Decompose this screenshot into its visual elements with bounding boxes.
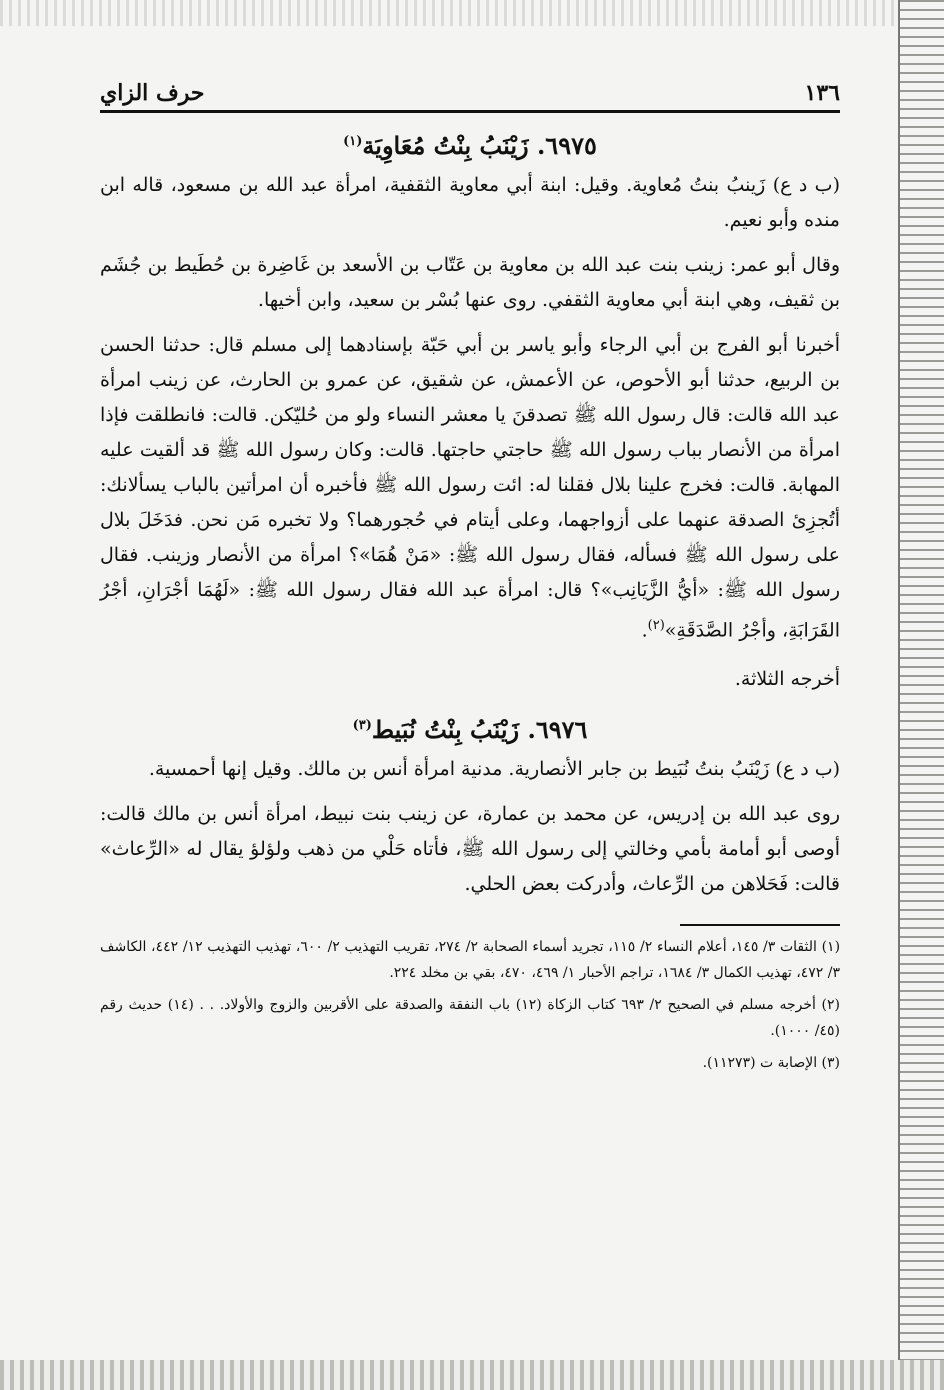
entry-6975-paragraph-4: أخرجه الثلاثة.: [734, 668, 840, 691]
footnote-3: (٣) الإصابة ت (١١٢٧٣).: [702, 1055, 840, 1072]
running-head: [100, 70, 840, 113]
footnotes: [100, 934, 840, 1076]
book-page: [100, 70, 840, 1340]
page-border-bottom: [0, 1360, 944, 1390]
entry-6976-paragraph-2: روى عبد الله بن إدريس، عن محمد بن عمارة، عن زينب بنت نبيط، امرأة أنس بن مالك قالت: أوصى أبو أمامة بأمي وخالتي إلى رسول الله ﷺ، فأتاه حَلْي من ذهب ولؤلؤ يقال له «الرِّعاث» قالت: فَحَلاهن من الرِّعاث، وأدركت بعض الحلي.: [100, 803, 840, 896]
section-title: حرف الزاي: [100, 80, 205, 106]
footnote-ref-1: (١): [343, 134, 363, 149]
footnote-separator: [680, 924, 840, 926]
footnote-ref-3: (٣): [352, 718, 372, 734]
page-border-top: [0, 0, 944, 26]
hadith-text: أخبرنا أبو الفرج بن أبي الرجاء وأبو ياسر بن أبي حَبّة بإسنادهما إلى مسلم قال: حدثنا الحسن بن الربيع، حدثنا أبو الأحوص، عن الأعمش، عن شقيق، عن عمرو بن الحارث، عن زينب امرأة عبد الله قالت: قال رسول الله ﷺ تصدقنَ يا معشر النساء ولو من حُليّكن. قالت: فانطلقت فإذا امرأة من الأنصار بباب رسول الله ﷺ حاجتي حاجتها. قالت: وكان رسول الله ﷺ قد ألقيت عليه المهابة. قالت: فخرج علينا بلال فقلنا له: ائت رسول الله ﷺ فأخبره أن امرأتين بالباب يسألانك: أتُجزِئ الصدقة عنهما على أزواجهما، وعلى أيتام في حُجورهما؟ ولا تخبره مَن نحن. فدَخَلَ بلال على رسول الله ﷺ فسأله، فقال رسول الله ﷺ: «مَنْ هُمَا»؟ امرأة من الأنصار وزينب. فقال رسول الله ﷺ: «أيُّ الزَّيَانِب»؟ قال: امرأة عبد الله فقال رسول الله ﷺ: «لَهُمَا أجْرَانِ، أجْرُ القَرَابَةِ، وأجْرُ الصَّدَقَةِ»: [100, 334, 840, 642]
page-number: ١٣٦: [804, 80, 840, 106]
entry-6975-paragraph-3: أخبرنا أبو الفرج بن أبي الرجاء وأبو ياسر بن أبي حَبّة بإسنادهما إلى مسلم قال: حدثنا الحسن بن الربيع، حدثنا أبو الأحوص، عن الأعمش، عن شقيق، عن عمرو بن الحارث، عن زينب امرأة عبد الله قالت: قال رسول الله ﷺ تصدقنَ يا معشر النساء ولو من حُليّكن. قالت: فانطلقت فإذا امرأة من الأنصار بباب رسول الله ﷺ حاجتي حاجتها. قالت: وكان رسول الله ﷺ قد ألقيت عليه المهابة. قالت: فخرج علينا بلال فقلنا له: ائت رسول الله ﷺ فأخبره أن امرأتين بالباب يسألانك: أتُجزِئ الصدقة عنهما على أزواجهما، وعلى أيتام في حُجورهما؟ ولا تخبره مَن نحن. فدَخَلَ بلال على رسول الله ﷺ فسأله، فقال رسول الله ﷺ: «مَنْ هُمَا»؟ امرأة من الأنصار وزينب. فقال رسول الله ﷺ: «أيُّ الزَّيَانِب»؟ قال: امرأة عبد الله فقال رسول الله ﷺ: «لَهُمَا أجْرَانِ، أجْرُ القَرَابَةِ، وأجْرُ الصَّدَقَةِ»$^{(٢)}$.: [100, 334, 840, 642]
entry-title-6975: [100, 131, 840, 160]
entry-title-text: ٦٩٧٥. زَيْنَبُ بِنْتُ مُعَاوِيَة: [362, 131, 597, 160]
entry-6975-paragraph-2: وقال أبو عمر: زينب بنت عبد الله بن معاوية بن عَتّاب بن الأسعد بن غَاضِرة بن حُطَيط بن جُشَم بن ثقيف، وهي ابنة أبي معاوية الثقفي. روى عنها بُسْر بن سعيد، وابن أخيها.: [100, 254, 840, 311]
entry-title-text: ٦٩٧٦. زَيْنَبُ بِنْتُ نُبَيط: [371, 715, 588, 745]
footnote-ref-2: (٢): [647, 618, 665, 633]
entry-6975-paragraph-1: (ب د ع) زَينبُ بنتُ مُعاوية. وقيل: ابنة أبي معاوية الثقفية، امرأة عبد الله بن مسعود، قاله ابن منده وأبو نعيم.: [100, 174, 840, 231]
footnote-2: (٢) أخرجه مسلم في الصحيح ٢/ ٦٩٣ كتاب الزكاة (١٢) باب النفقة والصدقة على الأقربين والزوج والأولاد. . . (١٤) حديث رقم (٤٥/ ١٠٠٠).: [100, 997, 841, 1040]
footnote-1: (١) الثقات ٣/ ١٤٥، أعلام النساء ٢/ ١١٥، تجريد أسماء الصحابة ٢/ ٢٧٤، تقريب التهذيب ٢/ ٦٠٠، تهذيب التهذيب ١٢/ ٤٤٢، الكاشف ٣/ ٤٧٢، تهذيب الكمال ٣/ ١٦٨٤، تراجم الأحبار ١/ ٤٦٩، ٤٧٠، بقي بن مخلد ٢٢٤.: [100, 939, 841, 982]
entry-6976-paragraph-1: (ب د ع) زَيْنَبُ بنتُ نُبَيط بن جابر الأنصارية. مدنية امرأة أنس بن مالك. وقيل إنها أحمسية.: [148, 758, 840, 781]
entry-title-6976: [100, 715, 840, 744]
page-border-right: [898, 0, 944, 1390]
